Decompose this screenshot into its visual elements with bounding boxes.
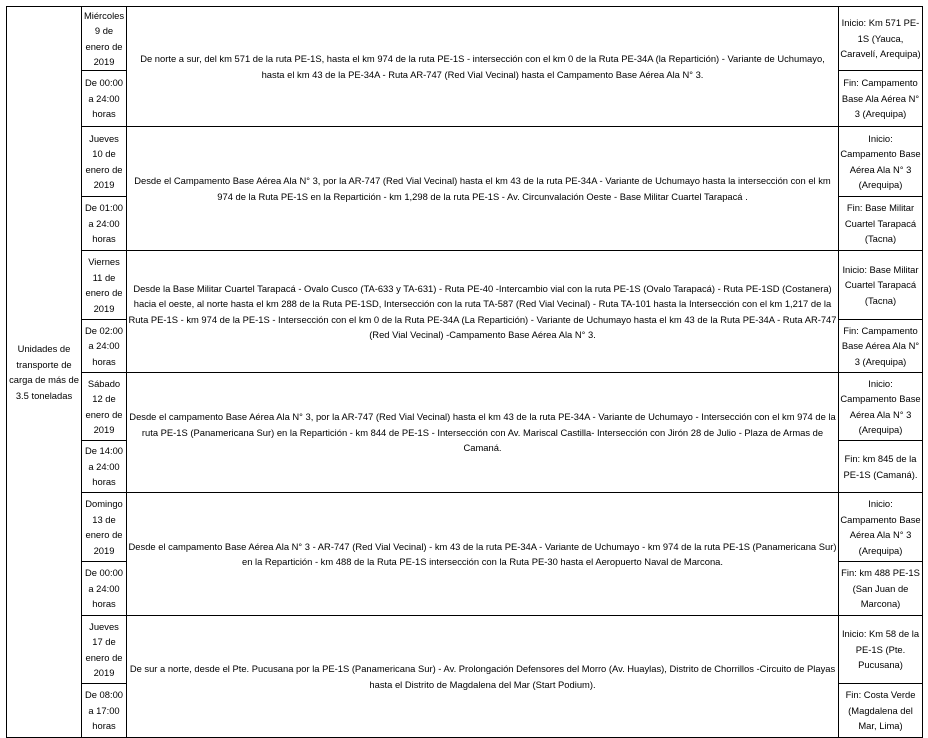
end-point: Fin: Costa Verde (Magdalena del Mar, Lima) (839, 684, 923, 738)
route-description: Desde el campamento Base Aérea Ala N° 3 - AR-747 (Red Vial Vecinal) - km 43 de la ruta PE-34A - Variante de Uchumayo - km 974 de la ruta PE-1S (Panamericana Sur) en la Repartición - km 488 de la Ruta PE-1S intersección con la Ruta PE-30 hasta el Aeropuerto Naval de Marcona. (127, 493, 839, 616)
route-description: Desde la Base Militar Cuartel Tarapacá - Ovalo Cusco (TA-633 y TA-631) - Ruta PE-40 -Intercambio vial con la ruta PE-1S (Ovalo Tarapacá) - Ruta PE-1SD (Costanera) hacia el oeste, al norte hasta el km 288 de la Ruta PE-1SD, Intersección con la ruta TA-587 (Red Vial Vecinal) - Ruta TA-101 hasta la Intersección con el km 1,217 de la Ruta PE-1S - km 974 de la PE-1S - Intersección con el km 0 de la Ruta PE-34A (La Repartición) - Variante de Uchumayo hasta el km 43 de la Ruta PE-34A - Ruta AR-747 (Red Vial Vecinal) -Campamento Base Aérea Ala N° 3. (127, 251, 839, 373)
route-description: De norte a sur, del km 571 de la ruta PE-1S, hasta el km 974 de la ruta PE-1S - intersección con el km 0 de la Ruta PE-34A (la Repartición) - Variante de Uchumayo, hasta el km 43 de la PE-34A - Ruta AR-747 (Red Vial Vecinal) hasta el Campamento Base Aérea Ala N° 3. (127, 7, 839, 127)
date-cell: Jueves 17 de enero de 2019 (82, 616, 127, 684)
time-cell: De 08:00 a 17:00 horas (82, 684, 127, 738)
date-cell: Miércoles 9 de enero de 2019 (82, 7, 127, 71)
end-point: Fin: km 845 de la PE-1S (Camaná). (839, 441, 923, 493)
route-description: Desde el campamento Base Aérea Ala N° 3, por la AR-747 (Red Vial Vecinal) hasta el km 43 de la ruta PE-34A - Variante de Uchumayo - Intersección con el km 974 de la ruta PE-1S (Panamericana Sur) en la Repartición - km 844 de PE-1S - Intersección con Av. Mariscal Castilla- Intersección con Jirón 28 de Julio - Plaza de Armas de Camaná. (127, 373, 839, 493)
end-point: Fin: Base Militar Cuartel Tarapacá (Tacna) (839, 197, 923, 251)
end-point: Fin: km 488 PE-1S (San Juan de Marcona) (839, 562, 923, 616)
date-cell: Viernes 11 de enero de 2019 (82, 251, 127, 320)
date-cell: Sábado 12 de enero de 2019 (82, 373, 127, 441)
start-point: Inicio: Km 571 PE-1S (Yauca, Caravelí, Arequipa) (839, 7, 923, 71)
start-point: Inicio: Base Militar Cuartel Tarapacá (Tacna) (839, 251, 923, 320)
time-cell: De 00:00 a 24:00 horas (82, 562, 127, 616)
route-description: De sur a norte, desde el Pte. Pucusana por la PE-1S (Panamericana Sur) - Av. Prolongación Defensores del Morro (Av. Huaylas), Distrito de Chorrillos -Circuito de Playas hasta el Distrito de Magdalena del Mar (Start Podium). (127, 616, 839, 738)
end-point: Fin: Campamento Base Aérea Ala N° 3 (Arequipa) (839, 320, 923, 373)
start-point: Inicio: Campamento Base Aérea Ala N° 3 (Arequipa) (839, 127, 923, 197)
time-cell: De 02:00 a 24:00 horas (82, 320, 127, 373)
end-point: Fin: Campamento Base Ala Aérea N° 3 (Arequipa) (839, 71, 923, 127)
date-cell: Domingo 13 de enero de 2019 (82, 493, 127, 562)
time-cell: De 14:00 a 24:00 horas (82, 441, 127, 493)
start-point: Inicio: Km 58 de la PE-1S (Pte. Pucusana) (839, 616, 923, 684)
route-description: Desde el Campamento Base Aérea Ala N° 3, por la AR-747 (Red Vial Vecinal) hasta el km 43 de la ruta PE-34A - Variante de Uchumayo hasta la intersección con el km 974 de la Ruta PE-1S en la Repartición - km 1,298 de la ruta PE-1S - Av. Circunvalación Oeste - Base Militar Cuartel Tarapacá . (127, 127, 839, 251)
vehicle-type-cell: Unidades de transporte de carga de más de 3.5 toneladas (7, 7, 82, 738)
schedule-table (6, 6, 923, 738)
time-cell: De 00:00 a 24:00 horas (82, 71, 127, 127)
start-point: Inicio: Campamento Base Aérea Ala N° 3 (Arequipa) (839, 493, 923, 562)
time-cell: De 01:00 a 24:00 horas (82, 197, 127, 251)
start-point: Inicio: Campamento Base Aérea Ala N° 3 (Arequipa) (839, 373, 923, 441)
date-cell: Jueves 10 de enero de 2019 (82, 127, 127, 197)
